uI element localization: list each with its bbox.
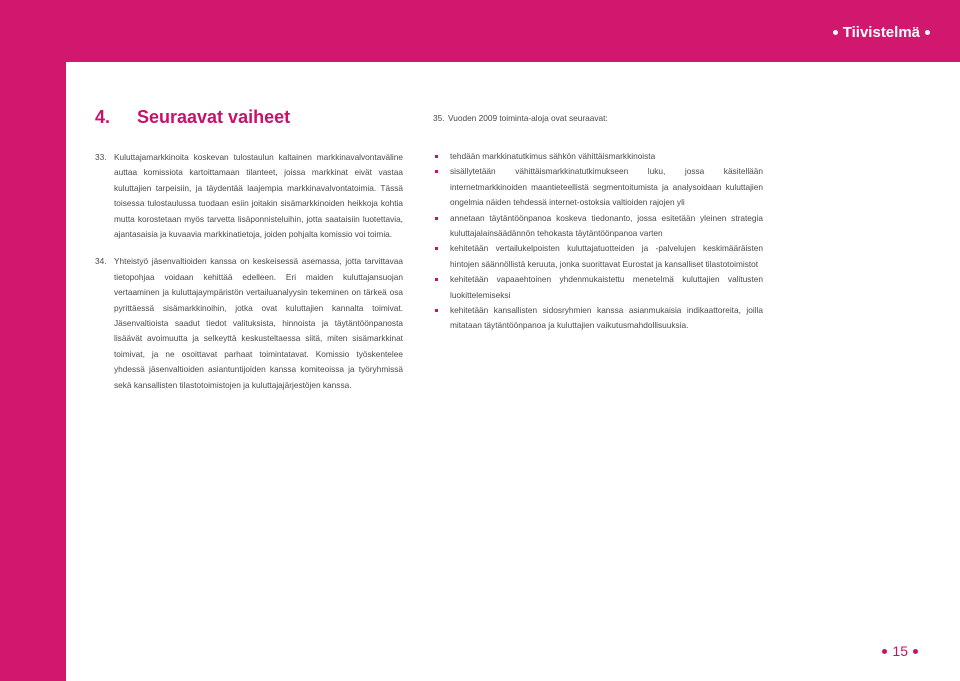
paragraph-text: Kuluttajamarkkinoita koskevan tulostaulun kaltainen markkinavalvontaväline auttaa komissiota kartoittamaan tilanteet, joissa markkinat eivät vastaa kuluttajien tarpeisiin, ja täydentää laajempia markkinavalvontatoimia. Tässä toisessa tulostaulussa tuodaan esiin joitakin sisämarkkinoiden heikkoja kohtia mutta korostetaan myös tarvetta lisäponnisteluihin, jotta saataisiin luotettavia, ajantasaisia ja kuvaavia markkinatietoja, joiden pohjalta komissio voi toimia. xyxy=(114,152,403,240)
bullet-dot-icon xyxy=(833,30,838,35)
bullet-icon xyxy=(435,247,438,250)
bullet-dot-icon xyxy=(913,649,918,654)
paragraph-number: 33. xyxy=(95,152,107,162)
section-title: Seuraavat vaiheet xyxy=(137,107,291,127)
bullet-icon xyxy=(435,217,438,220)
chapter-tab xyxy=(833,24,930,41)
list-item xyxy=(433,149,763,164)
page-number-footer xyxy=(882,643,918,659)
list-item-text: annetaan täytäntöönpanoa koskeva tiedonanto, jossa esitetään yleinen strategia kuluttajalainsäädännön tehokasta täytäntöönpanoa varten xyxy=(450,212,763,239)
list-item xyxy=(433,272,763,303)
list-item-text: kehitetään vapaaehtoinen yhdenmukaistettu menetelmä kuluttajien valitusten luokittelemiseksi xyxy=(450,274,763,300)
bullet-dot-icon xyxy=(925,30,930,35)
list-item-text: tehdään markkinatutkimus sähkön vähittäismarkkinoista xyxy=(450,151,656,161)
bullet-icon xyxy=(435,155,438,158)
bullet-icon xyxy=(435,309,438,312)
left-column xyxy=(95,107,403,393)
list-item xyxy=(433,303,763,334)
page-number: 15 xyxy=(892,643,908,659)
bullet-dot-icon xyxy=(882,649,887,654)
paragraph-number: 35. xyxy=(433,113,445,123)
chapter-title: Tiivistelmä xyxy=(842,24,920,41)
list-item-text: kehitetään kansallisten sidosryhmien kanssa asianmukaisia indikaattoreita, joilla mitataan täytäntöönpanoa ja kuluttajien vaikutusmahdollisuuksia. xyxy=(450,305,763,331)
bullet-icon xyxy=(435,278,438,281)
list-item-text: kehitetään vertailukelpoisten kuluttajatuotteiden ja -palvelujen keskimääräisten hintojen säännöllistä keruuta, jonka suorittavat Eurostat ja kansalliset tilastotoimistot xyxy=(450,243,763,269)
paragraph-number: 34. xyxy=(95,256,107,267)
paragraph-35 xyxy=(433,113,763,123)
list-item-text: sisällytetään vähittäismarkkinatutkimukseen luku, jossa käsitellään internetmarkkinoiden maantieteellistä segmentoitumista ja analysoidaan kuluttajien ongelmia näiden tehdessä internet-ostoksia valtioiden rajojen yli xyxy=(450,166,763,208)
section-heading xyxy=(95,107,403,128)
section-number: 4. xyxy=(95,107,111,127)
paragraph-34 xyxy=(95,254,403,393)
page-content xyxy=(66,62,960,681)
list-item xyxy=(433,211,763,242)
action-list xyxy=(433,149,763,334)
paragraph-intro: Vuoden 2009 toiminta-aloja ovat seuraavat: xyxy=(448,113,608,123)
paragraph-33 xyxy=(95,150,403,242)
paragraph-text: Yhteistyö jäsenvaltioiden kanssa on keskeisessä asemassa, jotta tarvittavaa tietopohjaa voidaan kehittää edelleen. Eri maiden kuluttajansuojan vertaaminen ja kuluttajaympäristön vertailuanalyysin tekeminen on tärkeä osa pyrittäessä sisämarkkinoihin, jotka ovat kuluttajien kannalta toimivat. Jäsenvaltioista saadut tiedot valituksista, hinnoista ja täytäntöönpanosta lisäävät avoimuutta ja selkeyttä keskusteltaessa siitä, miten sisämarkkinat toimivat, ja ne osoittavat parhaat toimintatavat. Komissio työskentelee yhdessä jäsenvaltioiden asiantuntijoiden kanssa komiteoissa ja työryhmissä sekä kansallisten tilastotoimistojen ja kuluttajajärjestöjen kanssa. xyxy=(114,256,403,390)
list-item xyxy=(433,164,763,210)
bullet-icon xyxy=(435,170,438,173)
right-column xyxy=(433,113,763,334)
list-item xyxy=(433,241,763,272)
